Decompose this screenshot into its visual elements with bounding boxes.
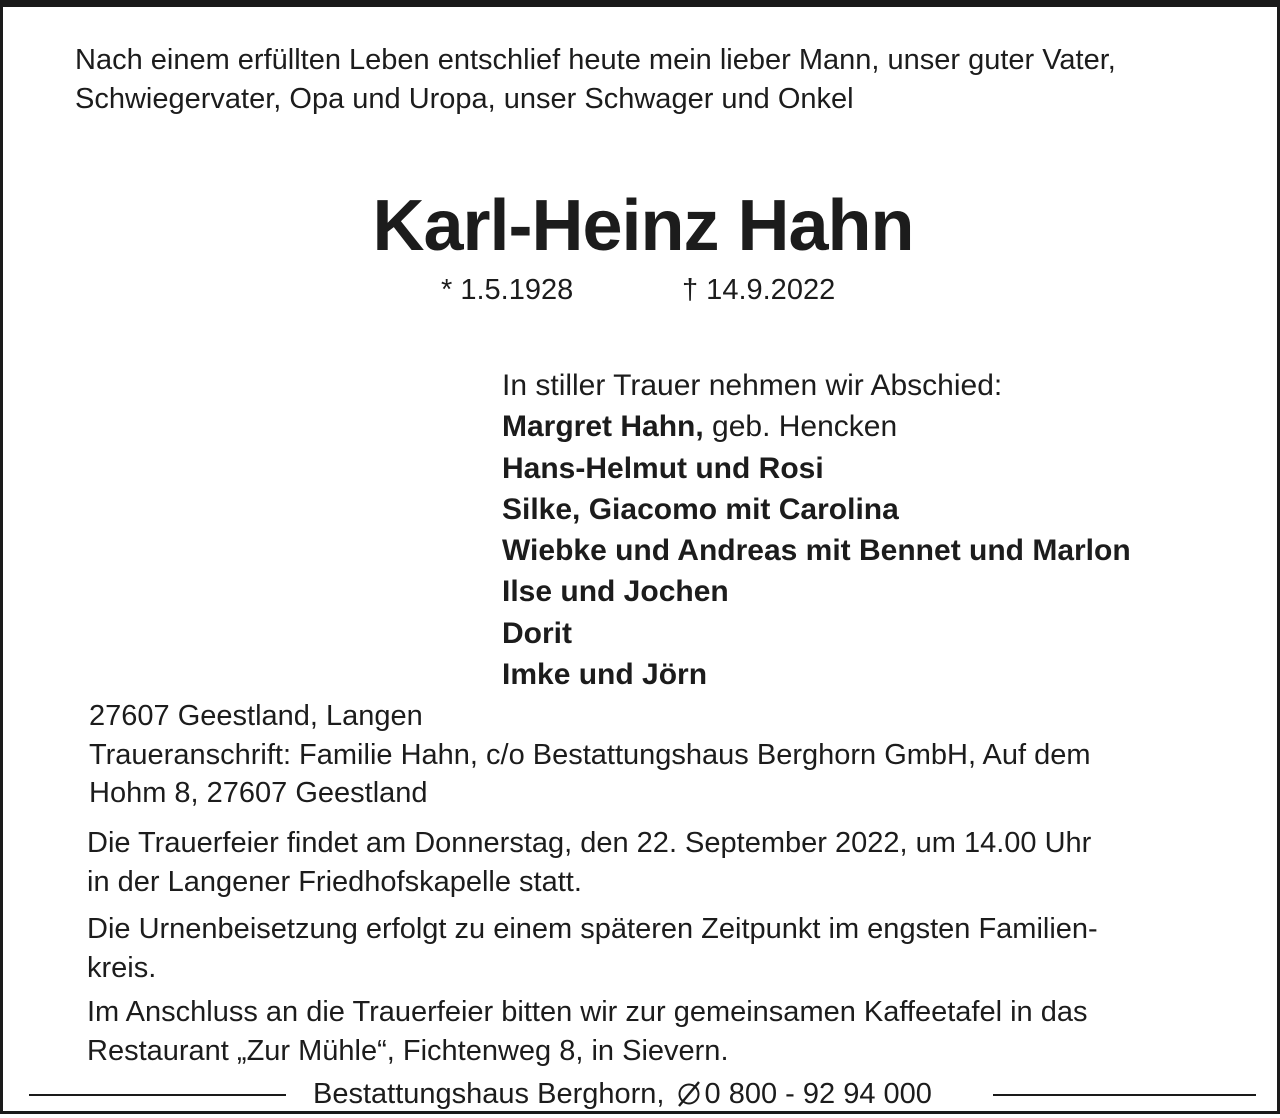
mourner-name: Dorit <box>502 616 572 650</box>
address-line: 27607 Geestland, Langen <box>89 700 423 732</box>
address-line: Hohm 8, 27607 Geestland <box>89 777 428 809</box>
mourner-maiden-name: geb. Hencken <box>703 410 898 444</box>
birth-date: * 1.5.1928 <box>441 274 574 306</box>
funeral-home-phone: 0 800 - 92 94 000 <box>704 1078 932 1110</box>
deceased-name: Karl-Heinz Hahn <box>372 186 914 266</box>
intro-line: Nach einem erfüllten Leben entschlief heute mein lieber Mann, unser guter Vater, <box>75 44 1116 76</box>
intro-line: Schwiegervater, Opa und Uropa, unser Schwager und Onkel <box>75 83 854 115</box>
intro-text <box>75 41 1235 119</box>
mourner-name: Silke, Giacomo mit Carolina <box>502 492 899 526</box>
address-line: Traueranschrift: Familie Hahn, c/o Bestattungshaus Berghorn GmbH, Auf dem <box>89 738 1091 771</box>
mourners-list <box>502 365 1131 695</box>
mourner-entry <box>502 530 1131 571</box>
footer-divider-left <box>29 1094 286 1096</box>
notice-line: Die Trauerfeier findet am Donnerstag, den 22. September 2022, um 14.00 Uhr <box>87 827 1092 859</box>
footer-divider-right <box>993 1094 1256 1096</box>
notice-line: Im Anschluss an die Trauerfeier bitten wir zur gemeinsamen Kaffeetafel in das <box>87 996 1088 1028</box>
death-date: † 14.9.2022 <box>682 274 836 306</box>
telephone-icon <box>677 1080 703 1118</box>
coffee-notice <box>87 993 1217 1070</box>
notice-line: kreis. <box>87 951 157 984</box>
mourner-name: Ilse und Jochen <box>502 575 729 609</box>
mourner-name: Margret Hahn, <box>502 410 704 444</box>
mourning-address <box>89 697 1219 813</box>
mourner-entry <box>502 571 1131 612</box>
funeral-home-name: Bestattungshaus Berghorn, <box>313 1078 665 1110</box>
funeral-home-footer <box>313 1075 932 1118</box>
ceremony-notice <box>87 824 1217 901</box>
notice-line: Die Urnenbeisetzung erfolgt zu einem späteren Zeitpunkt im engsten Familien- <box>87 913 1098 945</box>
mourner-name: Wiebke und Andreas mit Bennet und Marlon <box>502 534 1131 568</box>
notice-line: in der Langener Friedhofskapelle statt. <box>87 865 582 898</box>
mourner-entry <box>502 654 1131 695</box>
mourner-entry <box>502 613 1131 654</box>
urn-notice <box>87 910 1217 987</box>
mourner-name: Hans-Helmut und Rosi <box>502 451 824 485</box>
mourner-entry <box>502 489 1131 530</box>
mourner-entry <box>502 448 1131 489</box>
mourner-entry <box>502 406 1131 447</box>
mourners-heading: In stiller Trauer nehmen wir Abschied: <box>502 369 1003 402</box>
mourner-name: Imke und Jörn <box>502 658 708 692</box>
notice-line: Restaurant „Zur Mühle“, Fichtenweg 8, in Sievern. <box>87 1034 729 1067</box>
